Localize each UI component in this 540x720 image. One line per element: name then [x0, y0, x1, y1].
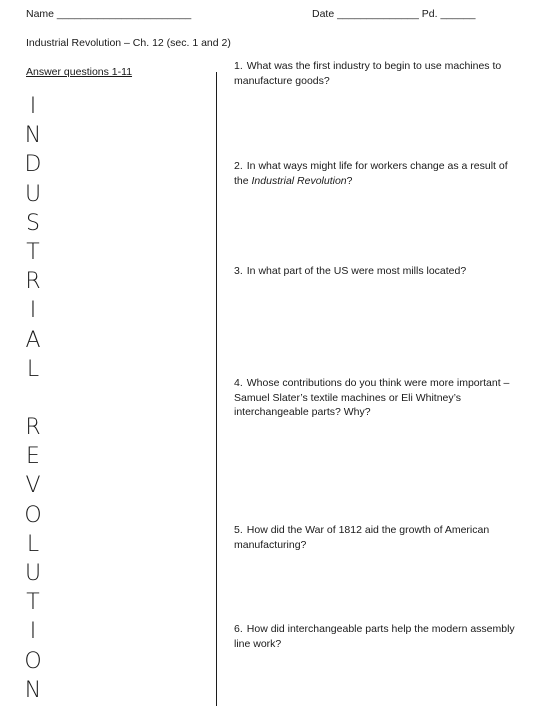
acrostic-letter: U [24, 181, 42, 207]
acrostic-letter: L [26, 531, 40, 557]
acrostic-column [22, 92, 44, 705]
worksheet-subtitle: Industrial Revolution – Ch. 12 (sec. 1 and 2) [26, 37, 231, 49]
acrostic-letter: A [25, 327, 41, 353]
acrostic-letter: L [26, 356, 40, 382]
acrostic-letter: E [26, 444, 40, 470]
question-1 [234, 59, 524, 88]
acrostic-letter: S [26, 210, 40, 236]
acrostic-letter: T [26, 590, 40, 616]
question-text: What was the first industry to begin to use machines to manufacture goods? [234, 60, 502, 87]
question-number: 4. [234, 377, 243, 389]
question-6 [234, 622, 524, 651]
acrostic-letter: I [29, 298, 37, 324]
acrostic-spacer [22, 384, 44, 413]
name-field-label: Name _______________________ [26, 8, 192, 20]
acrostic-letter: V [25, 473, 41, 499]
question-number: 2. [234, 160, 243, 172]
question-text: Whose contributions do you think were more important – Samuel Slater’s textile machines or Eli Whitney’s interchangeable parts? Why? [234, 377, 510, 418]
acrostic-letter: N [24, 123, 42, 149]
question-text-emphasis: Industrial Revolution [251, 174, 347, 187]
question-2 [234, 159, 524, 188]
acrostic-letter: O [24, 502, 42, 528]
acrostic-letter: I [29, 94, 37, 119]
question-text: In what part of the US were most mills located? [246, 265, 467, 277]
question-text: How did interchangeable parts help the modern assembly line work? [234, 623, 515, 650]
question-text: In what ways might life for workers change as a result of the [234, 160, 508, 187]
date-period-field-label: Date ______________ Pd. ______ [312, 8, 476, 20]
acrostic-letter: O [24, 648, 42, 674]
question-3 [234, 264, 524, 279]
question-number: 1. [234, 60, 243, 72]
question-4 [234, 376, 524, 420]
acrostic-letter: I [29, 619, 37, 645]
acrostic-letter: R [25, 415, 41, 441]
acrostic-letter: D [24, 152, 42, 178]
acrostic-letter: R [25, 269, 41, 295]
acrostic-letter: N [24, 677, 42, 703]
question-text-end: ? [346, 174, 353, 187]
acrostic-letter: U [24, 561, 42, 586]
question-number: 6. [234, 623, 243, 635]
question-text: How did the War of 1812 aid the growth of American manufacturing? [234, 524, 490, 551]
question-number: 3. [234, 265, 243, 277]
question-5 [234, 523, 524, 552]
answer-instruction: Answer questions 1-11 [26, 66, 133, 78]
acrostic-letter: T [26, 239, 40, 265]
column-divider [216, 72, 217, 706]
question-number: 5. [234, 524, 243, 536]
